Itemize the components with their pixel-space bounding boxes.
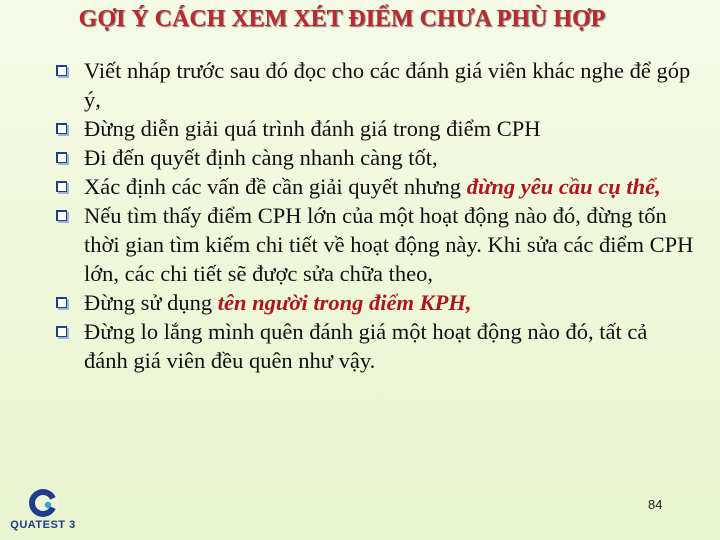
list-item bbox=[54, 172, 694, 201]
quatest-logo bbox=[8, 486, 78, 536]
item-text: Viết nháp trước sau đó đọc cho các đánh giá viên khác nghe để góp ý, bbox=[84, 58, 691, 112]
item-text: Đừng lo lắng mình quên đánh giá một hoạt động nào đó, tất cả đánh giá viên đều quên như vậy. bbox=[84, 319, 648, 373]
page-number: 84 bbox=[648, 497, 663, 512]
bullet-list bbox=[54, 56, 694, 375]
square-bullet-icon bbox=[56, 326, 67, 337]
square-bullet-icon bbox=[56, 181, 67, 192]
item-text: Đừng sử dụng bbox=[84, 290, 218, 315]
list-item bbox=[54, 143, 694, 172]
item-text: Đi đến quyết định càng nhanh càng tốt, bbox=[84, 145, 438, 170]
list-item bbox=[54, 56, 694, 114]
square-bullet-icon bbox=[56, 65, 67, 76]
quatest-logo-icon bbox=[8, 486, 78, 520]
list-item bbox=[54, 201, 694, 288]
item-text: Xác định các vấn đề cần giải quyết nhưng bbox=[84, 174, 467, 199]
item-emphasis: đừng yêu cầu cụ thể, bbox=[466, 174, 661, 199]
square-bullet-icon bbox=[56, 210, 67, 221]
logo-text: QUATEST 3 bbox=[10, 519, 76, 531]
square-bullet-icon bbox=[56, 152, 67, 163]
item-text: Đừng diễn giải quá trình đánh giá trong điểm CPH bbox=[84, 116, 541, 141]
item-text: Nếu tìm thấy điểm CPH lớn của một hoạt động nào đó, đừng tốn thời gian tìm kiếm chi tiết về hoạt động này. Khi sửa các điểm CPH lớn, các chi tiết sẽ được sửa chữa theo, bbox=[84, 203, 694, 286]
square-bullet-icon bbox=[56, 297, 67, 308]
list-item bbox=[54, 114, 694, 143]
list-item bbox=[54, 317, 694, 375]
slide-title: GỢI Ý CÁCH XEM XÉT ĐIỂM CHƯA PHÙ HỢP bbox=[78, 6, 606, 32]
item-emphasis: tên người trong điểm KPH, bbox=[217, 290, 472, 315]
list-item bbox=[54, 288, 694, 317]
square-bullet-icon bbox=[56, 123, 67, 134]
